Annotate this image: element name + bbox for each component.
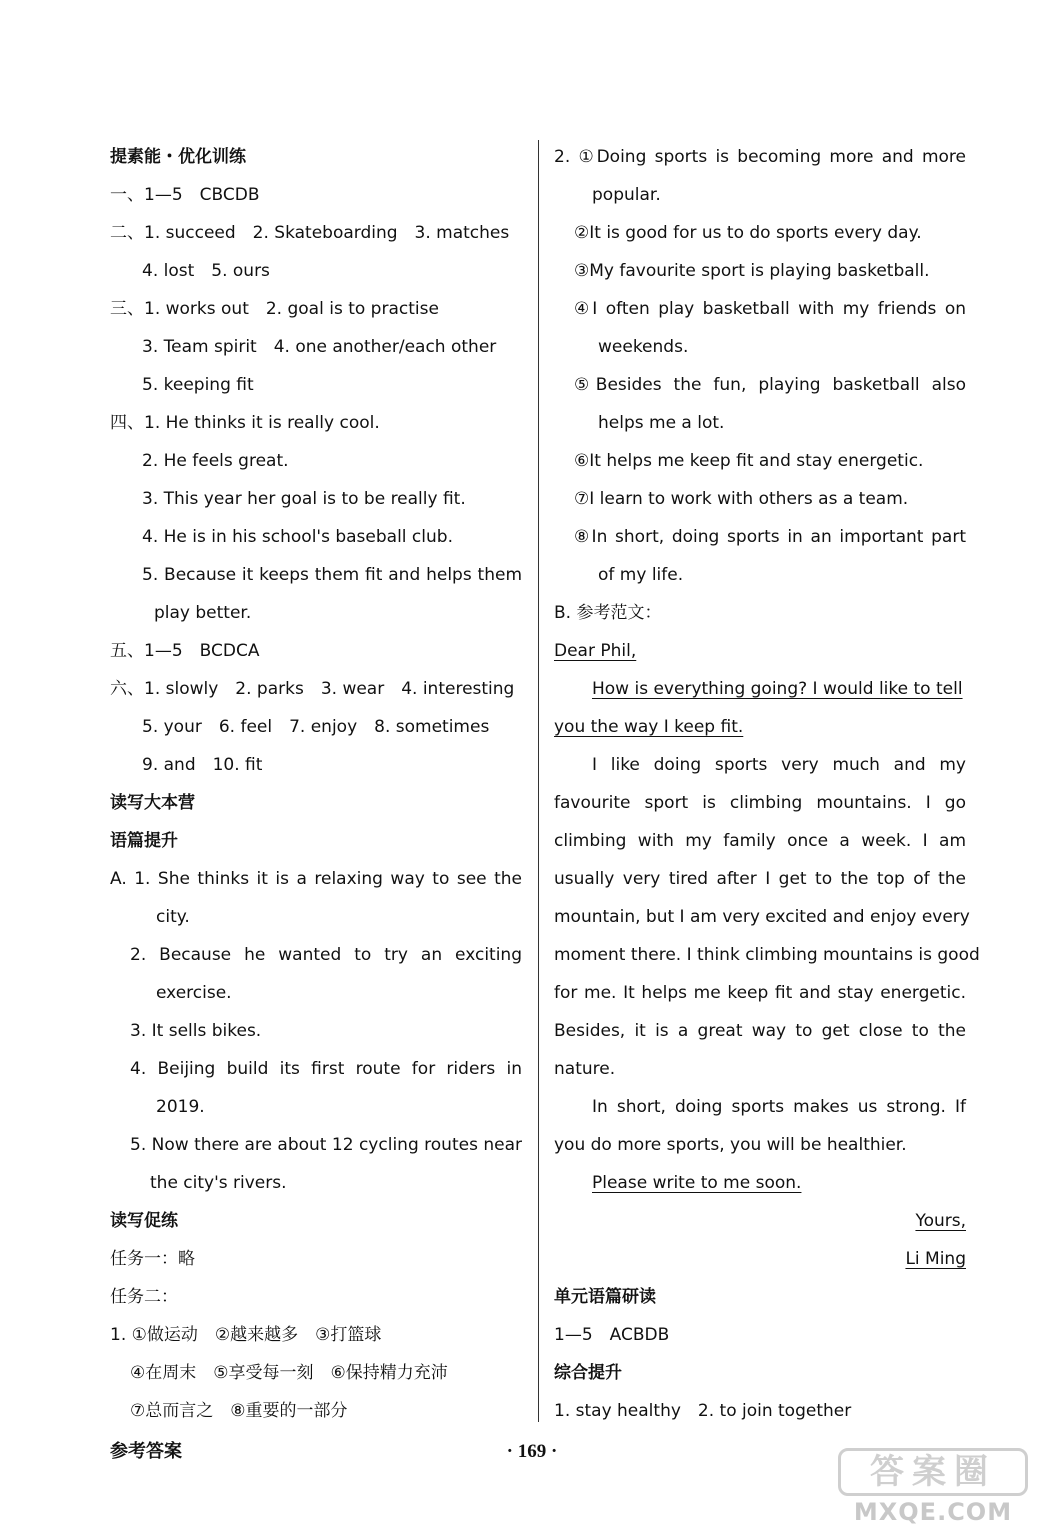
left-line: 任务一：略 [110, 1249, 195, 1269]
left-line: 四、1. He thinks it is really cool. [110, 413, 380, 433]
left-line: ⑦总而言之 ⑧重要的一部分 [130, 1401, 348, 1421]
left-line: ④在周末 ⑤享受每一刻 ⑥保持精力充沛 [130, 1363, 448, 1383]
left-line: 六、1. slowly 2. parks 3. wear 4. interesting [110, 679, 515, 699]
right-line: of my life. [598, 565, 684, 585]
left-line: 五、1—5 BCDCA [110, 641, 260, 661]
right-line: Dear Phil, [554, 641, 637, 661]
left-line: 2019. [156, 1097, 205, 1117]
right-line: ②It is good for us to do sports every day. [574, 223, 922, 243]
right-line: moment there. I think climbing mountains is good [554, 945, 980, 965]
watermark-logo [838, 1448, 1028, 1526]
right-line: In short, doing sports makes us strong. If [592, 1097, 966, 1117]
right-line: Yours, [915, 1211, 966, 1231]
left-line: 4. Beijing build its first route for riders in [130, 1059, 522, 1079]
left-line: 三、1. works out 2. goal is to practise [110, 299, 439, 319]
right-line: How is everything going? I would like to tell [592, 679, 963, 699]
left-line: 提素能・优化训练 [110, 147, 246, 167]
right-line: helps me a lot. [598, 413, 725, 433]
left-line: 语篇提升 [110, 831, 178, 851]
right-line: ③My favourite sport is playing basketball. [574, 261, 930, 281]
right-line: ⑦I learn to work with others as a team. [574, 489, 909, 509]
right-line: 2. ①Doing sports is becoming more and more [554, 147, 966, 167]
right-line: you do more sports, you will be healthier. [554, 1135, 907, 1155]
right-line: ⑤Besides the fun, playing basketball also [574, 375, 966, 395]
left-line: 3. It sells bikes. [130, 1021, 262, 1041]
right-line: weekends. [598, 337, 689, 357]
right-line: mountain, but I am very excited and enjoy every [554, 907, 970, 927]
right-column [554, 138, 980, 1430]
left-column [110, 138, 522, 1430]
right-line: Besides, it is a great way to get close to the [554, 1021, 966, 1041]
left-line: 4. He is in his school's baseball club. [142, 527, 453, 547]
right-line: 综合提升 [554, 1363, 622, 1383]
right-line: ⑥It helps me keep fit and stay energetic. [574, 451, 924, 471]
left-line: 1. ①做运动 ②越来越多 ③打篮球 [110, 1325, 382, 1345]
right-line: Li Ming [905, 1249, 966, 1269]
left-line: the city's rivers. [150, 1173, 287, 1193]
right-line: 1. stay healthy 2. to join together [554, 1401, 852, 1421]
right-line: climbing with my family once a week. I am [554, 831, 966, 851]
left-line: 9. and 10. fit [142, 755, 263, 775]
left-line: 5. keeping fit [142, 375, 254, 395]
left-line: 3. This year her goal is to be really fit. [142, 489, 466, 509]
right-line: usually very tired after I get to the top of the [554, 869, 966, 889]
right-line: 单元语篇研读 [554, 1287, 656, 1307]
left-line: 读写促练 [110, 1211, 178, 1231]
right-line: 1—5 ACBDB [554, 1325, 670, 1345]
watermark-title: 答案圈 [838, 1448, 1028, 1496]
left-line: 3. Team spirit 4. one another/each other [142, 337, 497, 357]
left-line: 二、1. succeed 2. Skateboarding 3. matches [110, 223, 510, 243]
left-line: 5. Because it keeps them fit and helps them [142, 565, 522, 585]
page-number: · 169 · [506, 1441, 558, 1462]
right-line: for me. It helps me keep fit and stay energetic. [554, 983, 966, 1003]
left-line: 5. Now there are about 12 cycling routes near [130, 1135, 522, 1155]
left-line: 一、1—5 CBCDB [110, 185, 260, 205]
right-line: ④I often play basketball with my friends on [574, 299, 966, 319]
column-divider [538, 140, 539, 1422]
left-line: 4. lost 5. ours [142, 261, 270, 281]
watermark-url: MXQE.COM [853, 1498, 1013, 1526]
right-line: ⑧In short, doing sports in an important part [574, 527, 966, 547]
left-line: 2. He feels great. [142, 451, 289, 471]
left-line: exercise. [156, 983, 232, 1003]
left-line: A. 1. She thinks it is a relaxing way to see the [110, 869, 522, 889]
left-line: city. [156, 907, 190, 927]
right-line: nature. [554, 1059, 616, 1079]
right-line: B. 参考范文： [554, 603, 662, 623]
footer-title: 参考答案 [110, 1441, 182, 1462]
right-line: favourite sport is climbing mountains. I go [554, 793, 966, 813]
left-line: 2. Because he wanted to try an exciting [130, 945, 522, 965]
left-line: play better. [154, 603, 252, 623]
right-line: Please write to me soon. [592, 1173, 802, 1193]
right-line: I like doing sports very much and my [592, 755, 966, 775]
left-line: 5. your 6. feel 7. enjoy 8. sometimes [142, 717, 490, 737]
left-line: 任务二： [110, 1287, 178, 1307]
right-line: you the way I keep fit. [554, 717, 744, 737]
left-line: 读写大本营 [110, 793, 195, 813]
right-line: popular. [592, 185, 661, 205]
